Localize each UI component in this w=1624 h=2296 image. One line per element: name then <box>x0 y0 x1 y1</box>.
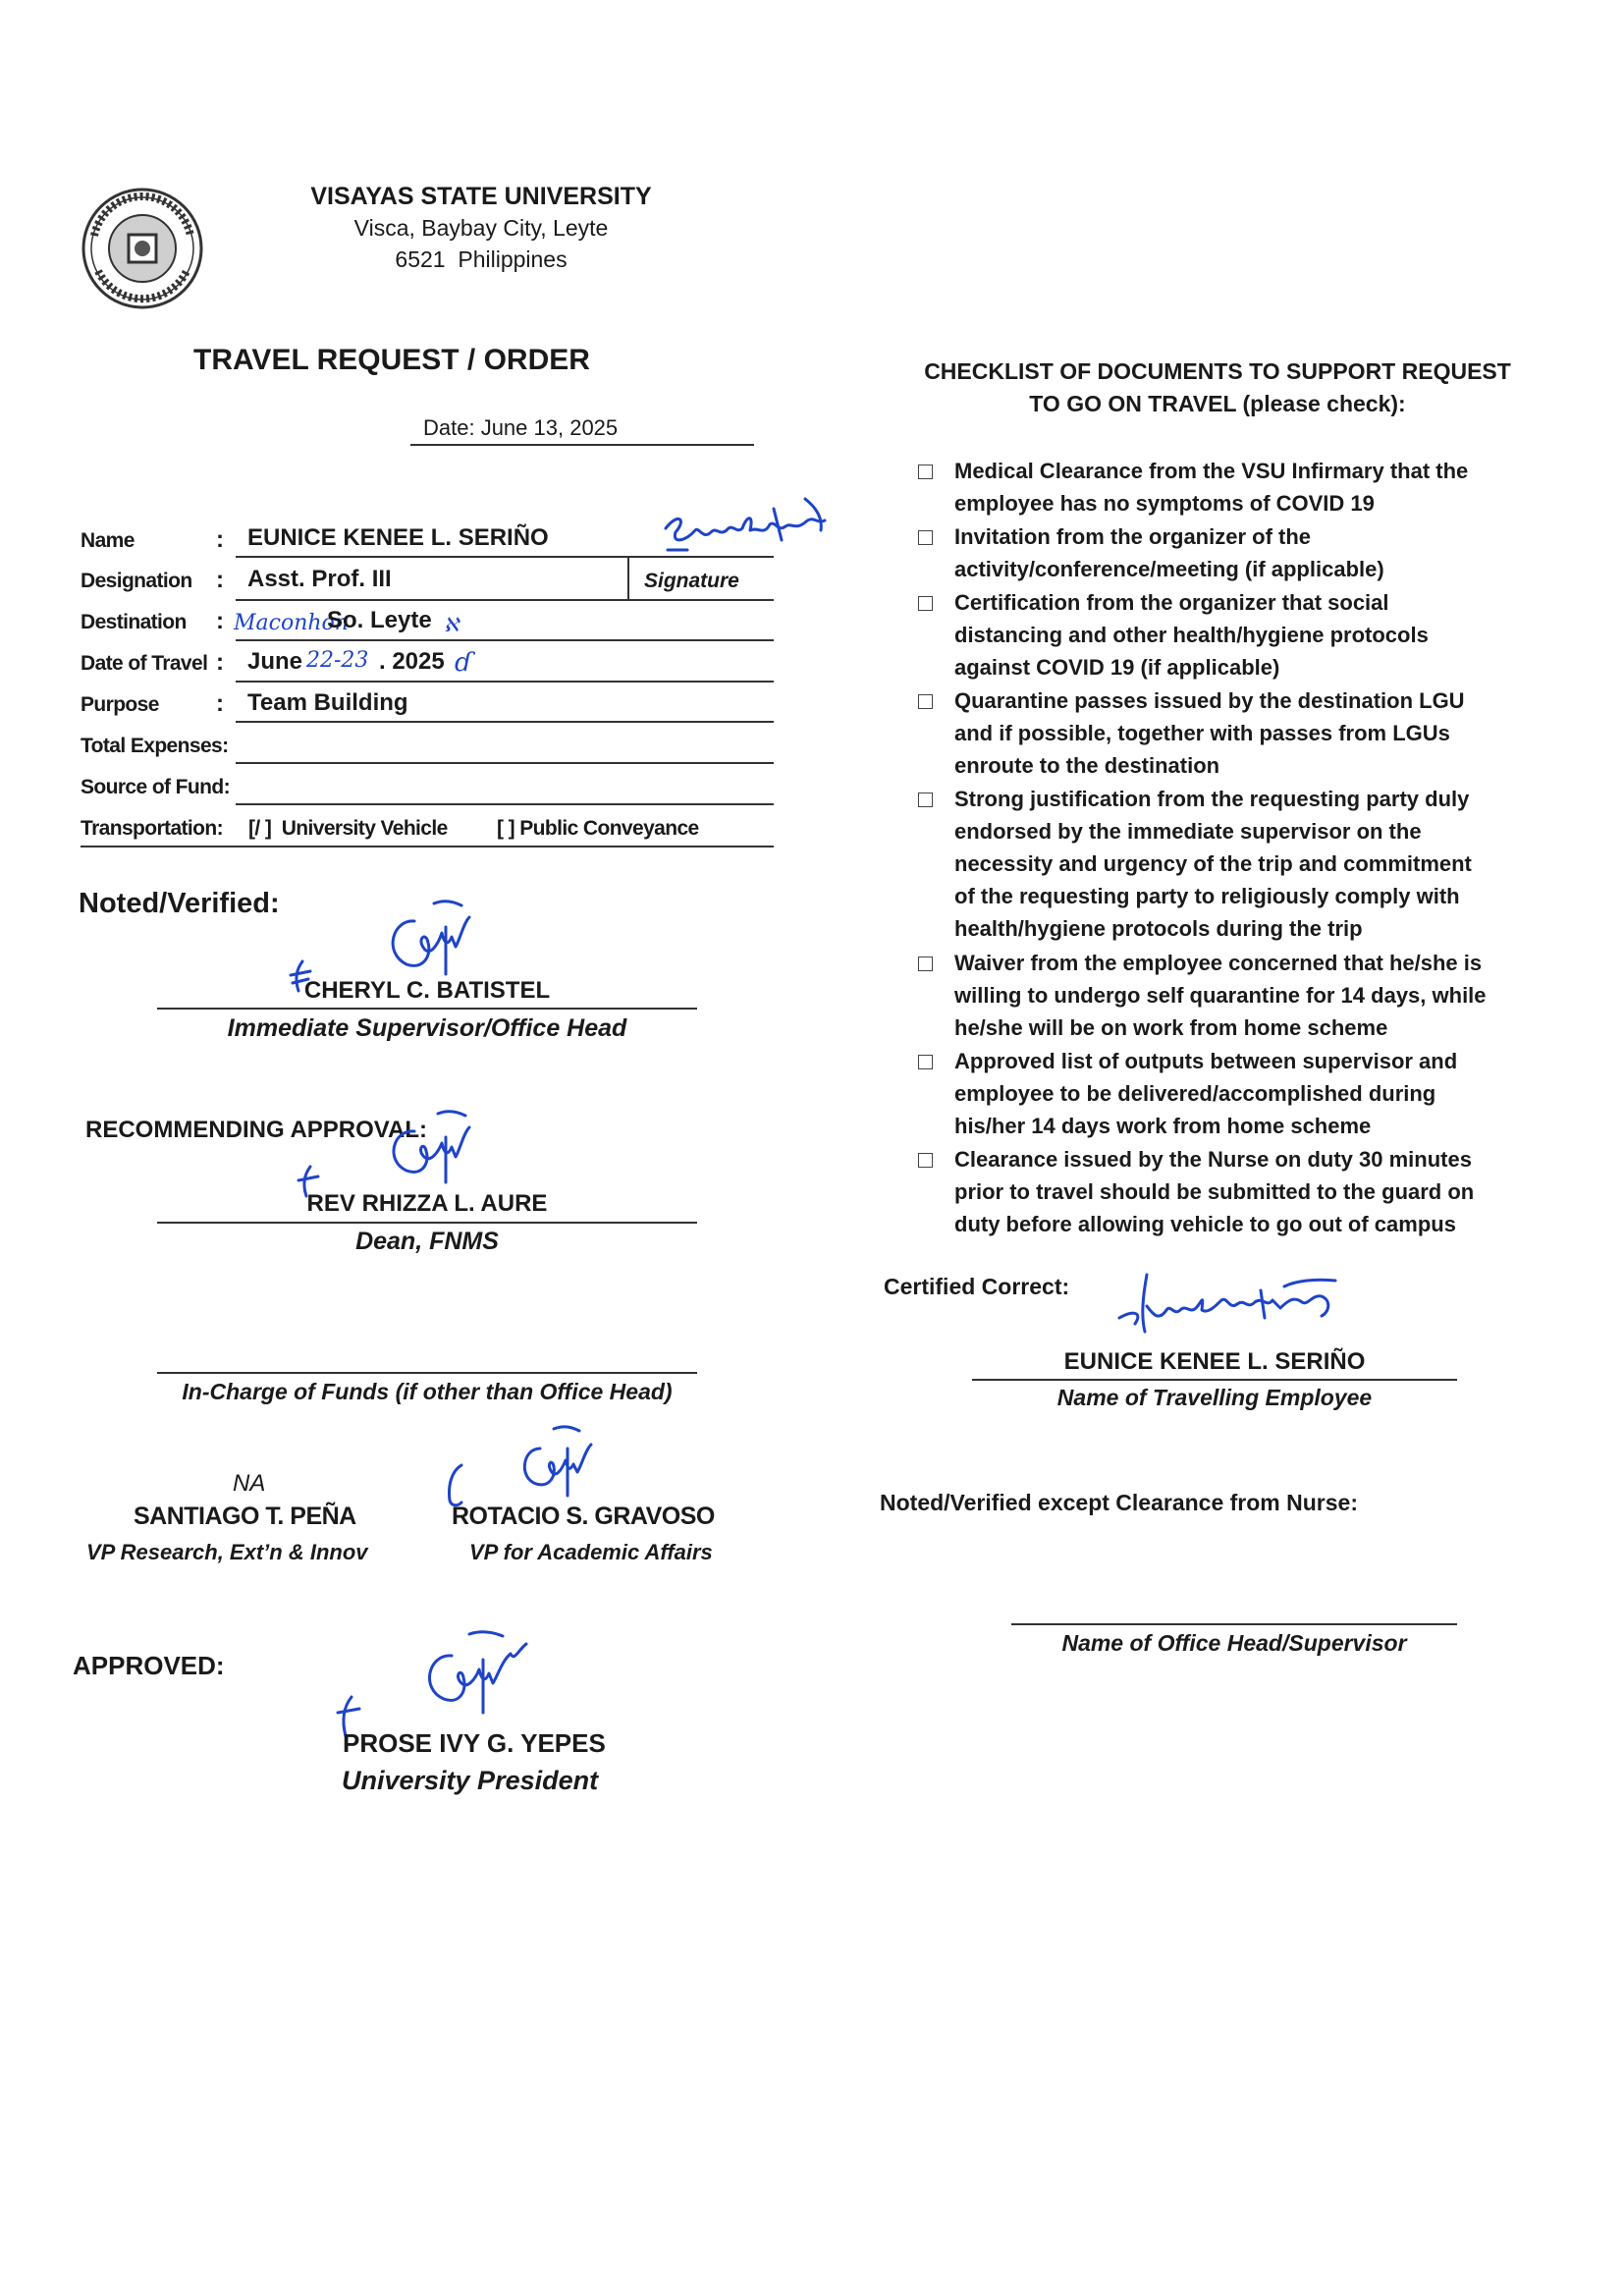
checklist-checkbox[interactable] <box>918 465 933 479</box>
checklist-item-line: endorsed by the immediate supervisor on the <box>954 819 1422 844</box>
checklist-checkbox[interactable] <box>918 596 933 611</box>
president-name: PROSE IVY G. YEPES <box>343 1728 606 1758</box>
date-of-travel-year: . 2025 <box>379 648 445 675</box>
dean-title: Dean, FNMS <box>355 1228 499 1255</box>
checklist-checkbox[interactable] <box>918 1153 933 1168</box>
checklist-item-line: Waiver from the employee concerned that he/she is <box>954 951 1483 975</box>
checklist-item <box>954 455 1468 519</box>
university-name: VISAYAS STATE UNIVERSITY <box>310 183 652 210</box>
purpose-label: Purpose <box>81 693 159 716</box>
dean-signature <box>373 1100 520 1198</box>
date-initial-mark: ɗ <box>455 648 472 678</box>
na-mark: NA <box>233 1470 266 1497</box>
employee-signature <box>1100 1267 1394 1355</box>
signature-label: Signature <box>644 570 739 592</box>
university-seal <box>81 187 204 310</box>
president-signature <box>412 1620 569 1728</box>
transportation-underline <box>81 846 774 847</box>
address-line-1: Visca, Baybay City, Leyte <box>353 215 609 241</box>
checklist-item-line: against COVID 19 (if applicable) <box>954 655 1280 680</box>
name-value: EUNICE KENEE L. SERIÑO <box>247 524 549 551</box>
checklist-item <box>954 586 1429 683</box>
checklist-item-line: necessity and urgency of the trip and commitment <box>954 851 1472 876</box>
checklist-item-line: Certification from the organizer that social <box>954 590 1389 615</box>
checklist-item-line: health/hygiene protocols during the trip <box>954 916 1363 941</box>
purpose-value: Team Building <box>247 689 408 716</box>
vp-academic-name: ROTACIO S. GRAVOSO <box>452 1503 715 1530</box>
purpose-underline <box>236 721 774 723</box>
checklist-item-line: distancing and other health/hygiene protocols <box>954 623 1429 647</box>
checklist-item <box>954 684 1465 782</box>
date-of-travel-handwritten: 22-23 <box>306 648 369 673</box>
president-title: University President <box>342 1766 599 1795</box>
funds-title: In-Charge of Funds (if other than Office Head) <box>182 1379 673 1404</box>
noted-verified-label: Noted/Verified: <box>79 888 280 919</box>
vp-research-name: SANTIAGO T. PEÑA <box>134 1503 356 1530</box>
transport-option-university-vehicle: [/ ] University Vehicle <box>248 817 448 840</box>
name-colon: : <box>216 526 224 553</box>
designation-label: Designation <box>81 570 192 592</box>
destination-value: So. Leyte <box>327 607 432 633</box>
supervisor-underline <box>157 1008 697 1010</box>
checklist-item <box>954 1143 1474 1240</box>
total-expenses-label: Total Expenses: <box>81 735 229 757</box>
checklist-item-line: Strong justification from the requesting party duly <box>954 787 1470 811</box>
signature-box-divider <box>627 556 629 601</box>
checklist-title-line-2: TO GO ON TRAVEL (please check): <box>1029 391 1406 416</box>
office-head-title: Name of Office Head/Supervisor <box>1061 1630 1407 1656</box>
checklist-item-line: and if possible, together with passes from LGUs <box>954 721 1450 745</box>
checklist-checkbox[interactable] <box>918 957 933 971</box>
recommending-approval-label: RECOMMENDING APPROVAL: <box>85 1117 427 1143</box>
checklist-item-line: activity/conference/meeting (if applicable) <box>954 557 1384 581</box>
supervisor-signature <box>373 884 520 992</box>
date-of-travel-colon: : <box>216 649 224 676</box>
transportation-label: Transportation: <box>81 817 224 840</box>
checklist-item-line: duty before allowing vehicle to go out of campus <box>954 1212 1456 1236</box>
checklist-checkbox[interactable] <box>918 1055 933 1069</box>
employee-title: Name of Travelling Employee <box>1056 1385 1373 1410</box>
checklist-item <box>954 520 1384 585</box>
source-of-fund-underline <box>236 803 774 805</box>
transport-option-public-conveyance: [ ] Public Conveyance <box>497 817 699 840</box>
checklist-item-line: enroute to the destination <box>954 753 1220 778</box>
destination-colon: : <box>216 608 224 634</box>
checklist-checkbox[interactable] <box>918 694 933 709</box>
date-of-travel-label: Date of Travel <box>81 652 208 675</box>
designation-underline <box>236 599 774 601</box>
address-line-2: 6521 Philippines <box>395 246 568 272</box>
checklist-item <box>954 947 1487 1044</box>
checklist-item-line: Clearance issued by the Nurse on duty 30 minutes <box>954 1147 1472 1172</box>
supervisor-title: Immediate Supervisor/Office Head <box>227 1014 627 1042</box>
funds-underline <box>157 1372 697 1374</box>
checklist-checkbox[interactable] <box>918 793 933 807</box>
dean-underline <box>157 1222 697 1224</box>
form-date: Date: June 13, 2025 <box>423 415 619 440</box>
checklist-item-line: Medical Clearance from the VSU Infirmary that the <box>954 459 1469 483</box>
destination-underline <box>236 639 774 641</box>
destination-initial-mark: ℵ <box>444 613 459 636</box>
designation-colon: : <box>216 567 224 593</box>
form-title: TRAVEL REQUEST / ORDER <box>193 344 590 376</box>
checklist-item-line: prior to travel should be submitted to the guard on <box>954 1179 1475 1204</box>
certified-correct-label: Certified Correct: <box>884 1274 1070 1299</box>
checklist-item <box>954 783 1472 945</box>
noted-except-nurse-label: Noted/Verified except Clearance from Nurse: <box>880 1490 1358 1515</box>
employee-underline <box>972 1379 1457 1381</box>
total-expenses-underline <box>236 762 774 764</box>
dean-name: REV RHIZZA L. AURE <box>306 1190 548 1217</box>
date-of-travel-month: June <box>247 648 303 675</box>
checklist-item-line: Quarantine passes issued by the destination LGU <box>954 688 1465 713</box>
vp-research-title: VP Research, Ext’n & Innov <box>86 1540 368 1564</box>
checklist-item-line: Approved list of outputs between supervisor and <box>954 1049 1458 1073</box>
checklist-item-line: employee to be delivered/accomplished during <box>954 1081 1436 1106</box>
destination-label: Destination <box>81 611 187 633</box>
office-head-underline <box>1011 1623 1457 1625</box>
checklist-item-line: Invitation from the organizer of the <box>954 524 1312 549</box>
purpose-colon: : <box>216 690 224 717</box>
checklist-item-line: employee has no symptoms of COVID 19 <box>954 491 1375 516</box>
checklist-checkbox[interactable] <box>918 530 933 545</box>
vp-academic-title: VP for Academic Affairs <box>469 1540 713 1564</box>
destination-handwritten: Maconhon <box>234 611 349 635</box>
name-label: Name <box>81 529 135 552</box>
checklist-item <box>954 1045 1457 1142</box>
designation-value: Asst. Prof. III <box>247 566 392 592</box>
checklist-item-line: he/she will be on work from home scheme <box>954 1015 1388 1040</box>
employee-name: EUNICE KENEE L. SERIÑO <box>1063 1348 1366 1375</box>
supervisor-name: CHERYL C. BATISTEL <box>303 977 551 1004</box>
date-underline <box>410 444 754 446</box>
checklist-title <box>884 355 1551 420</box>
source-of-fund-label: Source of Fund: <box>81 776 230 798</box>
checklist-item-line: of the requesting party to religiously comply with <box>954 884 1460 908</box>
checklist-item-line: his/her 14 days work from home scheme <box>954 1114 1372 1138</box>
approved-label: APPROVED: <box>73 1651 225 1680</box>
checklist-title-line-1: CHECKLIST OF DOCUMENTS TO SUPPORT REQUEST <box>924 358 1511 384</box>
applicant-signature <box>648 491 844 570</box>
date-of-travel-underline <box>236 681 774 683</box>
checklist-item-line: willing to undergo self quarantine for 14 days, while <box>954 983 1487 1008</box>
